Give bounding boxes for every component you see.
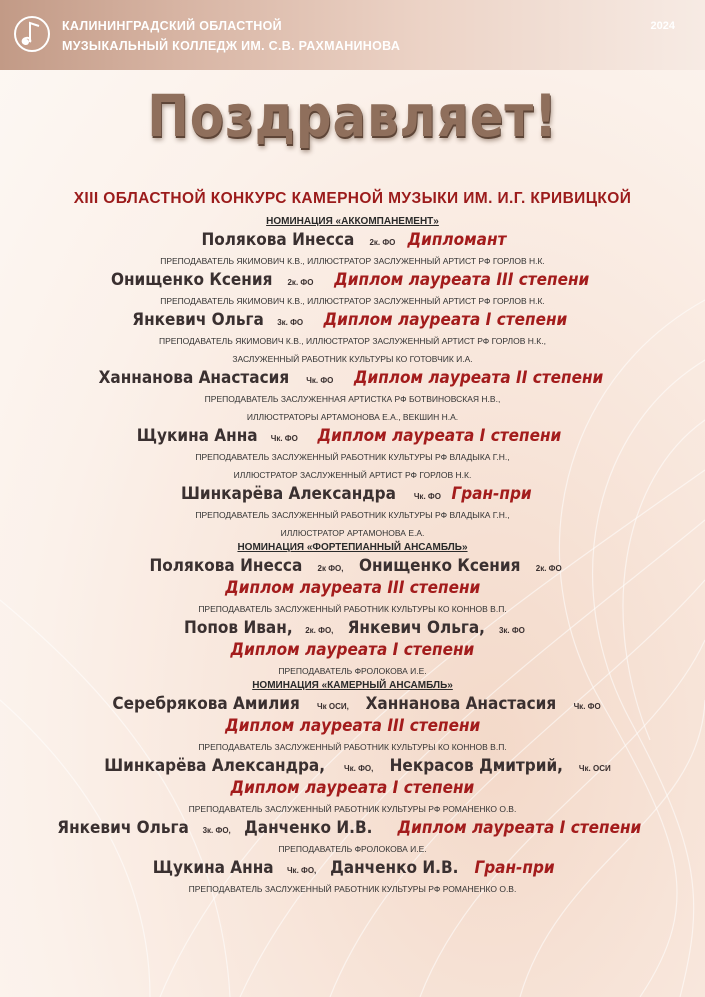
participant-name: Янкевич Ольга	[57, 818, 189, 838]
result-line	[0, 737, 705, 755]
result-line	[0, 715, 705, 737]
participant-name: Ханнанова Анастасия	[98, 368, 290, 388]
teacher-line: ПРЕПОДАВАТЕЛЬ ЗАСЛУЖЕННЫЙ РАБОТНИК КУЛЬТУРЫ РФ РОМАНЕНКО О.В.	[188, 804, 517, 814]
nomination-title: НОМИНАЦИЯ «КАМЕРНЫЙ АНСАМБЛЬ»	[252, 680, 453, 691]
result-line	[0, 755, 705, 777]
participant-name: Щукина Анна	[152, 858, 274, 878]
result-line	[0, 879, 705, 897]
result-line	[0, 555, 705, 577]
result-line	[0, 367, 705, 389]
course-label: Чк. ФО,	[286, 866, 317, 875]
result-line	[0, 251, 705, 269]
course-label: 2к. ФО	[287, 278, 314, 287]
award-text: Диплом лауреата I степени	[230, 778, 475, 798]
result-line	[0, 425, 705, 447]
course-label: 2к. ФО,	[305, 626, 334, 635]
award-text: Дипломант	[407, 230, 507, 250]
result-line	[0, 523, 705, 541]
course-label: Чк ОСИ,	[317, 702, 349, 711]
college-name-line1: КАЛИНИНГРАДСКИЙ ОБЛАСТНОЙ	[62, 19, 282, 33]
participant-name: Янкевич Ольга	[131, 310, 264, 330]
result-line	[0, 577, 705, 599]
teacher-line: ПРЕПОДАВАТЕЛЬ ЯКИМОВИЧ К.В., ИЛЛЮСТРАТОР ЗАСЛУЖЕННЫЙ АРТИСТ РФ ГОРЛОВ Н.К.	[160, 296, 545, 306]
participant-name: Шинкарёва Александра,	[104, 756, 326, 776]
award-text: Диплом лауреата III степени	[334, 270, 590, 290]
course-label: 2к ФО,	[317, 564, 344, 573]
participant-name: Шинкарёва Александра	[180, 484, 396, 504]
award-text: Диплом лауреата III степени	[224, 578, 481, 598]
teacher-line: ПРЕПОДАВАТЕЛЬ ЗАСЛУЖЕННЫЙ РАБОТНИК КУЛЬТУРЫ РФ ВЛАДЫКА Г.Н.,	[195, 452, 510, 462]
year-label: 2024	[650, 20, 675, 32]
course-label: Чк. ФО,	[344, 764, 374, 773]
college-logo	[12, 14, 52, 54]
result-line	[0, 599, 705, 617]
result-line	[0, 447, 705, 465]
teacher-line: ПРЕПОДАВАТЕЛЬ ЗАСЛУЖЕННЫЙ РАБОТНИК КУЛЬТУРЫ РФ РОМАНЕНКО О.В.	[188, 884, 517, 894]
participant-name: Данченко И.В.	[329, 858, 459, 878]
teacher-line: ИЛЛЮСТРАТОР АРТАМОНОВА Е.А.	[280, 528, 425, 538]
result-line	[0, 349, 705, 367]
participant-name: Онищенко Ксения	[358, 556, 521, 576]
result-line	[0, 407, 705, 425]
course-label: Чк. ФО	[413, 492, 441, 501]
participant-name: Данченко И.В.	[244, 818, 373, 838]
competition-title: XIII ОБЛАСТНОЙ КОНКУРС КАМЕРНОЙ МУЗЫКИ ИМ. И.Г. КРИВИЦКОЙ	[73, 190, 632, 207]
course-label: Чк. ОСИ	[578, 764, 611, 773]
teacher-line: ИЛЛЮСТРАТОРЫ АРТАМОНОВА Е.А., ВЕКШИН Н.А.	[246, 412, 459, 422]
participant-name: Онищенко Ксения	[110, 270, 273, 290]
result-line	[0, 309, 705, 331]
nomination-title: НОМИНАЦИЯ «АККОМПАНЕМЕНТ»	[266, 216, 439, 227]
result-line	[0, 777, 705, 799]
participant-name: Янкевич Ольга,	[347, 618, 485, 638]
result-line	[0, 639, 705, 661]
award-text: Диплом лауреата I степени	[317, 426, 562, 446]
award-text: Гран-при	[474, 858, 555, 878]
course-label: 3к. ФО	[277, 318, 304, 327]
result-line	[0, 661, 705, 679]
teacher-line: ЗАСЛУЖЕННЫЙ РАБОТНИК КУЛЬТУРЫ КО ГОТОВЧИК И.А.	[232, 354, 473, 364]
teacher-line: ПРЕПОДАВАТЕЛЬ ЗАСЛУЖЕННЫЙ РАБОТНИК КУЛЬТУРЫ КО КОННОВ В.П.	[198, 604, 507, 614]
teacher-line: ИЛЛЮСТРАТОР ЗАСЛУЖЕННЫЙ АРТИСТ РФ ГОРЛОВ Н.К.	[233, 470, 472, 480]
award-text: Гран-при	[451, 484, 533, 504]
result-line	[0, 483, 705, 505]
teacher-line: ПРЕПОДАВАТЕЛЬ ЗАСЛУЖЕННЫЙ РАБОТНИК КУЛЬТУРЫ КО КОННОВ В.П.	[198, 742, 507, 752]
headline: Поздравляет!	[147, 82, 558, 150]
result-line	[0, 269, 705, 291]
participant-name: Ханнанова Анастасия	[365, 694, 557, 714]
result-line	[0, 505, 705, 523]
participant-name: Полякова Инесса	[149, 556, 303, 576]
participant-name: Щукина Анна	[136, 426, 258, 446]
course-label: Чк. ФО	[270, 434, 298, 443]
course-label: Чк. ФО	[306, 376, 334, 385]
course-label: 2к. ФО	[535, 564, 562, 573]
result-line	[0, 331, 705, 349]
teacher-line: ПРЕПОДАВАТЕЛЬ ФРОЛОКОВА И.Е.	[278, 666, 427, 676]
teacher-line: ПРЕПОДАВАТЕЛЬ ЯКИМОВИЧ К.В., ИЛЛЮСТРАТОР ЗАСЛУЖЕННЫЙ АРТИСТ РФ ГОРЛОВ Н.К.,	[159, 336, 546, 346]
teacher-line: ПРЕПОДАВАТЕЛЬ ЗАСЛУЖЕННЫЙ РАБОТНИК КУЛЬТУРЫ РФ ВЛАДЫКА Г.Н.,	[195, 510, 510, 520]
participant-name: Полякова Инесса	[201, 230, 355, 250]
participant-name: Некрасов Дмитрий,	[389, 756, 563, 776]
result-line	[0, 817, 705, 839]
result-line	[0, 839, 705, 857]
college-name-line2: МУЗЫКАЛЬНЫЙ КОЛЛЕДЖ ИМ. С.В. РАХМАНИНОВА	[62, 39, 401, 53]
college-name	[62, 16, 400, 56]
participant-name: Попов Иван,	[184, 618, 293, 638]
result-line	[0, 389, 705, 407]
award-text: Диплом лауреата III степени	[224, 716, 481, 736]
results-list	[0, 215, 705, 897]
result-line	[0, 799, 705, 817]
teacher-line: ПРЕПОДАВАТЕЛЬ ЗАСЛУЖЕННАЯ АРТИСТКА РФ БОТВИНОВСКАЯ Н.В.,	[204, 394, 501, 404]
result-line	[0, 229, 705, 251]
teacher-line: ПРЕПОДАВАТЕЛЬ ЯКИМОВИЧ К.В., ИЛЛЮСТРАТОР ЗАСЛУЖЕННЫЙ АРТИСТ РФ ГОРЛОВ Н.К.	[160, 256, 545, 266]
award-text: Диплом лауреата I степени	[323, 310, 567, 330]
result-line	[0, 857, 705, 879]
award-text: Диплом лауреата II степени	[353, 368, 604, 388]
result-line	[0, 617, 705, 639]
nomination-title: НОМИНАЦИЯ «ФОРТЕПИАННЫЙ АНСАМБЛЬ»	[237, 542, 468, 553]
result-line	[0, 693, 705, 715]
result-line	[0, 291, 705, 309]
course-label: Чк. ФО	[573, 702, 601, 711]
award-text: Диплом лауреата I степени	[397, 818, 642, 838]
result-line	[0, 465, 705, 483]
course-label: 3к. ФО,	[202, 826, 231, 835]
teacher-line: ПРЕПОДАВАТЕЛЬ ФРОЛОКОВА И.Е.	[278, 844, 427, 854]
award-text: Диплом лауреата I степени	[230, 640, 475, 660]
course-label: 3к. ФО	[498, 626, 525, 635]
participant-name: Серебрякова Амилия	[112, 694, 301, 714]
course-label: 2к. ФО	[369, 238, 396, 247]
